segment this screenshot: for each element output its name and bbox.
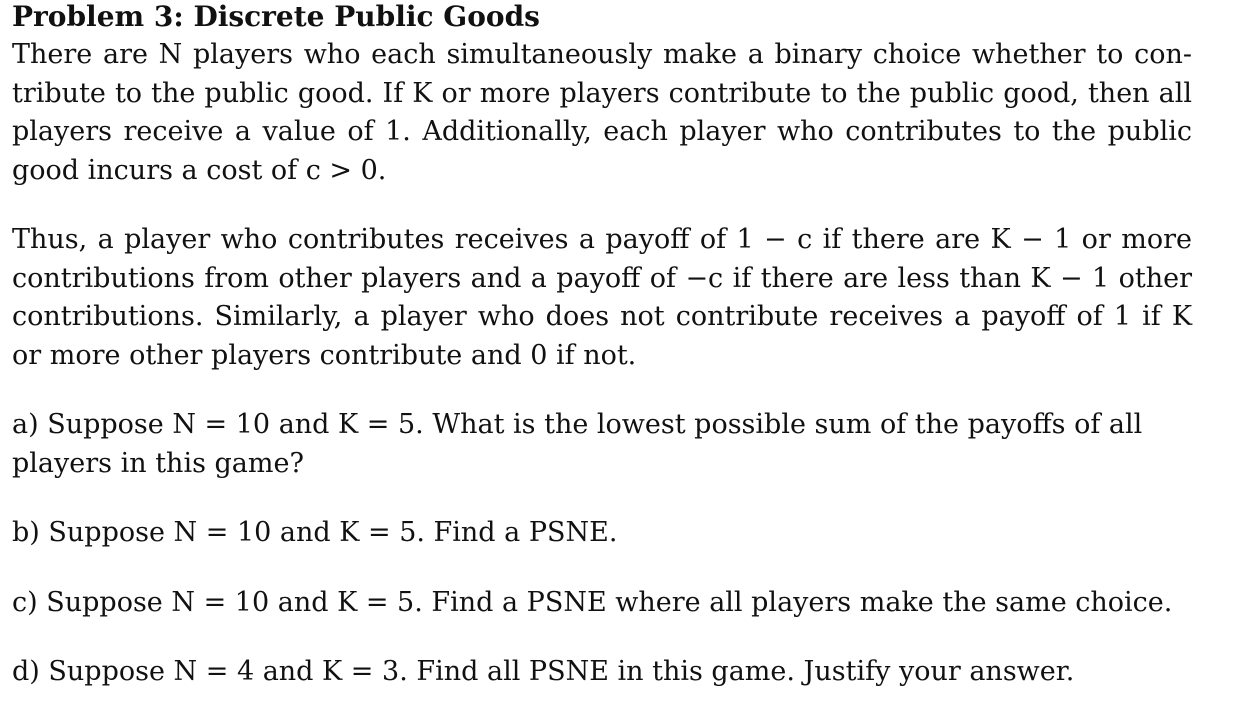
problem-title: Problem 3: Discrete Public Goods <box>12 0 540 33</box>
question-a: a) Suppose N = 10 and K = 5. What is the lowest possible sum of the payoffs of all players in this game? <box>12 409 1143 479</box>
question-d: d) Suppose N = 4 and K = 3. Find all PSNE in this game. Justify your answer. <box>12 656 1075 687</box>
question-c: c) Suppose N = 10 and K = 5. Find a PSNE where all players make the same choice. <box>12 586 1173 618</box>
question-b: b) Suppose N = 10 and K = 5. Find a PSNE. <box>12 517 618 548</box>
problem-paragraph-payoffs: Thus, a player who contributes receives a payoff of 1 − c if there are K − 1 or more contributions from other players and a payoff of −c if there are less than K − 1 other contributions. Similarly, a player who does not contribute receives a payoff of 1 if K or more other players contribute and 0 if not. <box>12 224 1192 371</box>
problem-document <box>12 0 1192 692</box>
problem-paragraph-intro: There are N players who each simultaneously make a binary choice whether to con-tribute to the public good. If K or more players contribute to the public good, then all players receive a value of 1. Additionally, each player who contributes to the public good incurs a cost of c > 0. <box>12 39 1192 186</box>
